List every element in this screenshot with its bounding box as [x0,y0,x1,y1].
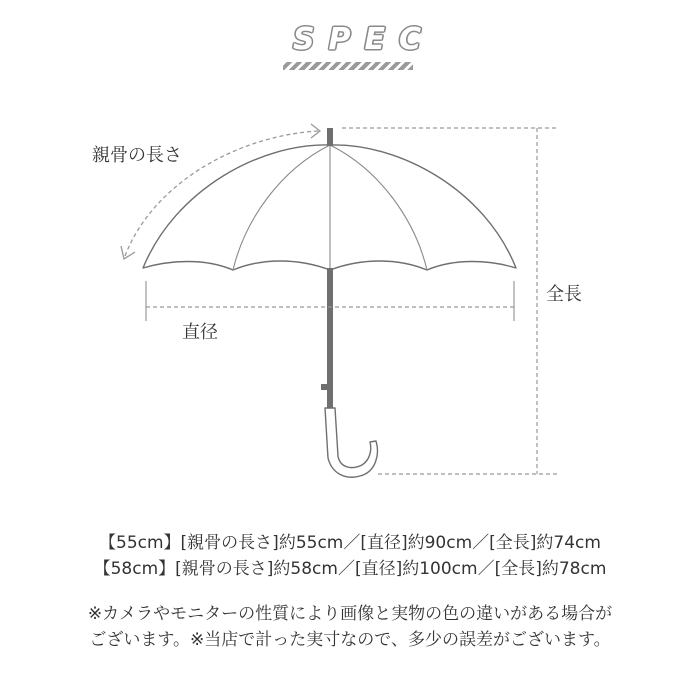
umbrella-runner-button [321,384,329,390]
disclaimer-line-1: ※カメラやモニターの性質により画像と実物の色の違いがある場合が [87,604,613,624]
disclaimer-line-2: ございます。※当店で計った実寸なので、多少の誤差がございます。 [89,630,611,650]
umbrella-handle [325,408,377,477]
spec-title: SPEC [292,22,436,57]
rib-length-label: 親骨の長さ [92,145,182,166]
spec-line-55cm: 【55cm】[親骨の長さ]約55cm／[直径]約90cm／[全長]約74cm [99,533,601,553]
diameter-label: 直径 [182,322,218,343]
total-length-label: 全長 [546,284,582,305]
spec-line-58cm: 【58cm】[親骨の長さ]約58cm／[直径]約100cm／[全長]約78cm [93,559,607,579]
umbrella-tip [327,128,333,146]
